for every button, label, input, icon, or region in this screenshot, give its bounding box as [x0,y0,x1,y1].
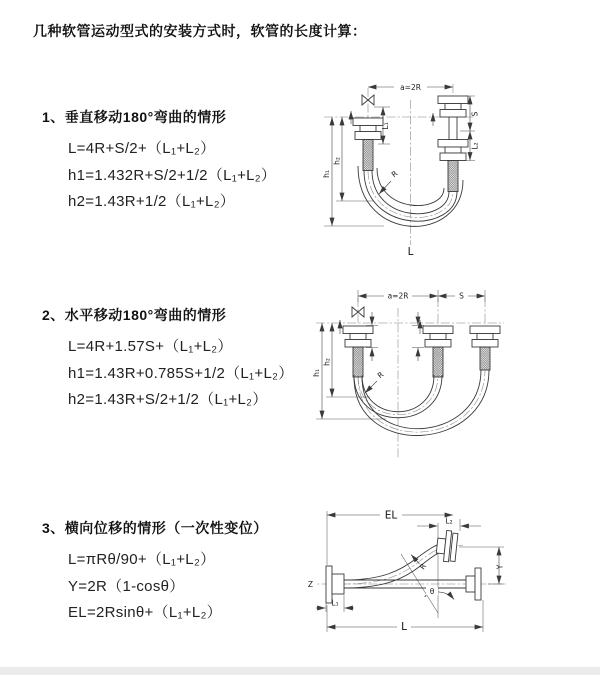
radius-leader [365,381,377,393]
radius-label: R [375,369,386,381]
flange-fittings [326,530,481,603]
formula-line: L=4R+S/2+（L₁+L₂） [68,140,216,157]
dim-label-h1: h₁ [312,369,321,377]
dimension-lines [322,292,485,419]
section-lateral-displacement [42,518,268,627]
formula-line: h2=1.43R+1/2（L₁+L₂） [68,193,236,210]
dim-label-a2r: a=2R [400,82,421,92]
formula-line: Y=2R（1-cosθ） [68,577,185,595]
centerlines [316,298,504,458]
section-3-heading: 3、横向位移的情形（一次性变位） [42,520,268,536]
braided-hose-section [363,140,373,171]
tilted-flange [436,530,459,563]
formula-line: L=πRθ/90+（L₁+L₂） [68,551,216,568]
braided-hose-section [353,347,363,377]
formula-line: L=4R+1.57S+（L₁+L₂） [68,338,233,355]
radius-label: R [389,168,400,180]
diagram-vertical-180-bend [310,74,600,260]
braided-hose-section [480,347,490,370]
diagram-horizontal-180-bend [308,282,600,472]
formula-line: EL=2Rsinθ+（L₁+L₂） [68,604,222,621]
extension-lines [316,290,485,419]
diagram-lateral-displacement [298,491,600,651]
dim-label-l: L [401,621,407,633]
dim-label-h2: h₂ [322,358,332,366]
braided-hose-section [433,347,443,377]
dim-label-a2r: a=2R [387,291,409,301]
length-label: L [407,246,414,258]
dim-label-h1: h₁ [322,170,331,178]
dim-label-l1: L₁ [381,122,390,130]
section-2-heading: 2、水平移动180°弯曲的情形 [42,307,227,323]
page-bottom-edge [0,667,600,675]
angle-label: θ [429,587,435,596]
dim-label-y: Y [495,564,505,570]
dim-label-s: S [459,291,464,301]
dimension-lines [316,510,499,632]
page-title: 几种软管运动型式的安装方式时，软管的长度计算： [33,23,367,39]
formula-line: h2=1.43R+S/2+1/2（L₁+L₂） [68,391,268,408]
dim-label-h2: h₂ [332,157,342,165]
section-vertical-180 [42,107,276,216]
dim-label-el: EL [384,509,398,522]
formula-line: h1=1.432R+S/2+1/2（L₁+L₂） [68,166,277,184]
dim-label-s: S [470,111,480,117]
z-mark: Z [307,579,314,589]
dim-label-l2: L₂ [470,142,480,150]
section-horizontal-180 [42,305,294,414]
dim-label-l2: L₂ [445,516,453,526]
radius-label: R [417,561,429,572]
formula-line: h1=1.43R+0.785S+1/2（L₁+L₂） [68,364,294,382]
braided-hose-section [448,161,458,192]
dim-label-l1: L₁ [331,598,339,608]
radius-leader [411,555,420,565]
section-1-heading: 1、垂直移动180°弯曲的情形 [42,109,227,125]
flange-fittings [343,326,500,377]
